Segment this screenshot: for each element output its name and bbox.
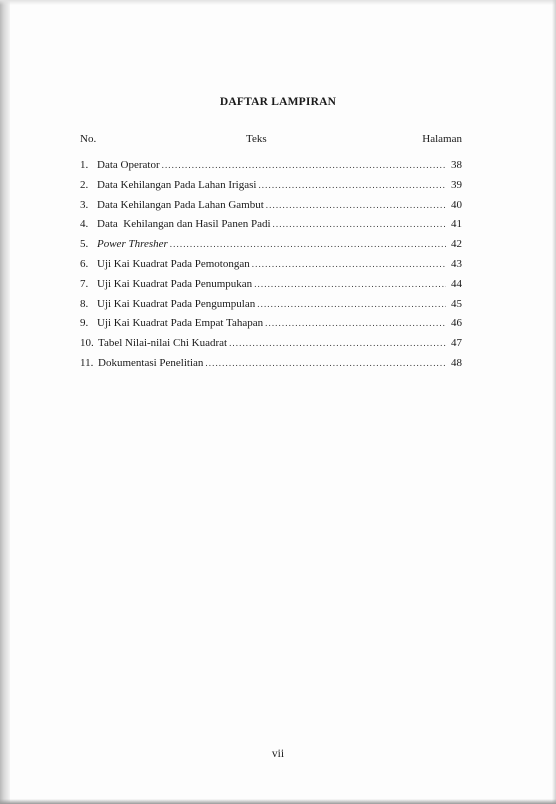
- entry-label: Dokumentasi Penelitian: [98, 356, 204, 369]
- entry-page: 40: [451, 198, 462, 211]
- list-item: [80, 298, 462, 318]
- entry-label: Power Thresher: [97, 238, 168, 251]
- list-item: [80, 238, 462, 258]
- dot-leader: [252, 259, 446, 269]
- dot-leader: [265, 318, 446, 328]
- column-header-halaman: Halaman: [422, 133, 462, 145]
- entry-label: Data Kehilangan dan Hasil Panen Padi: [97, 218, 271, 231]
- entry-number: 1.: [80, 159, 89, 171]
- entry-page: 45: [451, 297, 462, 310]
- list-item: [80, 278, 462, 298]
- dot-leader: [162, 160, 446, 170]
- scan-shadow-right: [552, 0, 556, 804]
- entry-number: 9.: [80, 317, 89, 330]
- column-header-no: No.: [80, 133, 97, 145]
- dot-leader: [229, 338, 446, 348]
- entry-page: 44: [451, 277, 462, 290]
- table-header: [80, 133, 462, 149]
- dot-leader: [273, 219, 446, 229]
- entry-label: Uji Kai Kuadrat Pada Pengumpulan: [97, 297, 256, 310]
- entry-label: Data Kehilangan Pada Lahan Irigasi: [97, 178, 257, 191]
- entry-number: 2.: [80, 178, 89, 191]
- dot-leader: [170, 239, 446, 249]
- entry-page: 41: [451, 218, 462, 231]
- page-title: DAFTAR LAMPIRAN: [219, 96, 337, 108]
- list-item: [80, 317, 462, 337]
- dot-leader: [266, 200, 446, 210]
- entry-page: 46: [451, 317, 462, 330]
- entry-page: 48: [451, 356, 462, 369]
- entry-number: 3.: [80, 198, 89, 211]
- entry-number: 7.: [80, 277, 89, 290]
- dot-leader: [258, 180, 446, 190]
- scan-shadow-top: [0, 0, 556, 5]
- list-item: [80, 218, 462, 238]
- entry-label: Data Operator: [97, 159, 160, 171]
- entry-number: 8.: [80, 297, 89, 310]
- entry-number: 6.: [80, 257, 89, 270]
- list-item: [80, 179, 462, 199]
- entry-number: 5.: [80, 238, 89, 251]
- list-item: [80, 357, 462, 377]
- column-header-teks: Teks: [246, 133, 267, 145]
- entry-page: 43: [451, 257, 462, 270]
- appendix-list: [80, 159, 462, 377]
- dot-leader: [254, 279, 446, 289]
- list-item: [80, 159, 462, 179]
- entry-page: 38: [451, 159, 462, 171]
- scan-shadow-bottom: [0, 799, 556, 804]
- dot-leader: [257, 299, 446, 309]
- list-item: [80, 258, 462, 278]
- entry-number: 4.: [80, 218, 89, 231]
- entry-number: 10.: [80, 337, 94, 350]
- entry-number: 11.: [80, 356, 94, 369]
- entry-label: Tabel Nilai-nilai Chi Kuadrat: [98, 337, 228, 350]
- dot-leader: [205, 358, 446, 368]
- scan-shadow-left: [0, 0, 10, 804]
- entry-page: 47: [451, 337, 462, 350]
- entry-page: 39: [451, 178, 462, 191]
- entry-label: Uji Kai Kuadrat Pada Empat Tahapan: [97, 317, 264, 330]
- entry-label: Uji Kai Kuadrat Pada Pemotongan: [97, 257, 250, 270]
- page-number: vii: [271, 748, 285, 760]
- entry-page: 42: [451, 238, 462, 251]
- entry-label: Data Kehilangan Pada Lahan Gambut: [97, 198, 264, 211]
- entry-label: Uji Kai Kuadrat Pada Penumpukan: [97, 277, 253, 290]
- list-item: [80, 199, 462, 219]
- list-item: [80, 337, 462, 357]
